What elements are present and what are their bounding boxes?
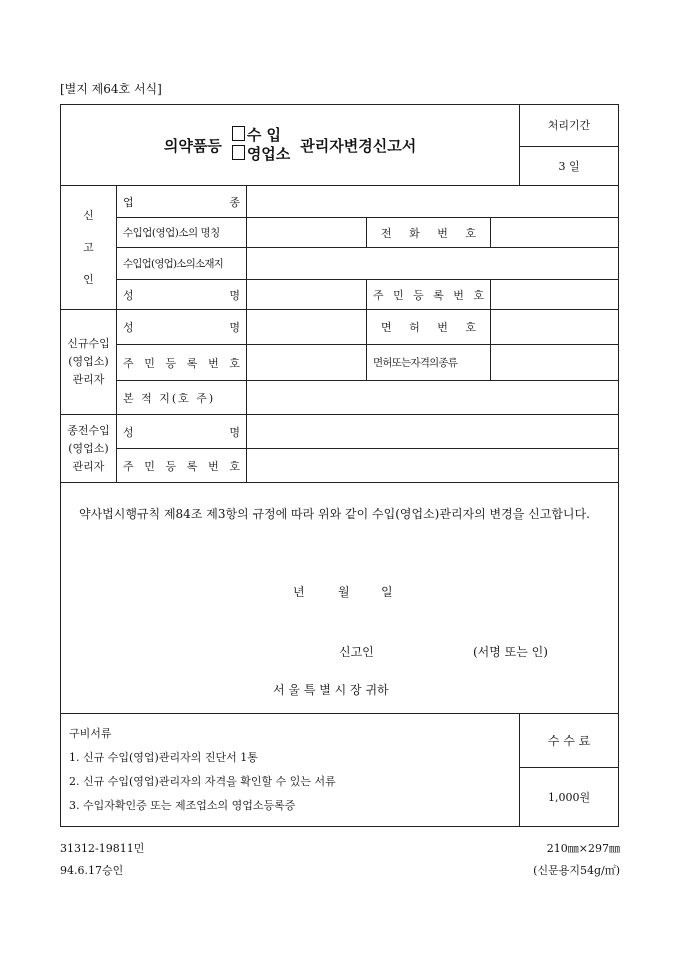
license-no-label: 면 허 번 호 [381,321,476,334]
license-no-field[interactable] [491,310,619,345]
phone-label: 전 화 번 호 [381,226,476,240]
option-office-label: 영업소 [246,145,291,163]
checkbox-icon[interactable] [232,145,245,160]
new-manager-section-label [61,310,117,415]
new-manager-name-field[interactable] [247,310,367,345]
new-manager-label-1: 신규수입 [67,337,110,350]
document-item: 2. 신규 수입(영업)관리자의 자격을 확인할 수 있는 서류 [69,775,336,788]
processing-period-label: 처리기간 [520,105,619,147]
form-number: [별지 제64호 서식] [60,82,162,96]
former-manager-resident-no-field[interactable] [247,449,619,483]
title-suffix: 관리자변경신고서 [300,136,417,155]
processing-period-value: 3 일 [520,146,619,186]
former-manager-name-label: 성 명 [123,425,240,439]
document-item: 3. 수입자확인증 또는 제조업소의 영업소등록증 [69,799,296,812]
paper-size: 210㎜×297㎜ [546,842,620,855]
domicile-field[interactable] [247,381,619,415]
license-type-field[interactable] [491,345,619,381]
applicant-resident-no-field[interactable] [491,280,619,310]
business-name-field[interactable] [247,218,367,248]
form-title [61,105,520,186]
date-day-label: 일 [381,585,393,599]
former-manager-section-label [61,415,117,483]
document-item: 1. 신규 수입(영업)관리자의 진단서 1통 [69,751,258,764]
former-manager-resident-no-label: 주 민 등 록 번 호 [123,459,240,473]
declaration-statement [61,483,619,714]
new-manager-label-3: 관리자 [72,373,105,386]
address-field[interactable] [247,248,619,280]
applicant-resident-no-label: 주 민 등 록 번 호 [373,288,484,302]
required-documents [61,714,520,827]
documents-header: 구비서류 [69,727,112,740]
applicant-section-label [61,186,117,310]
new-manager-label-2: (영업소) [68,355,109,368]
applicant-signature-label: 신고인 [339,645,374,659]
former-manager-label-3: 관리자 [72,459,105,473]
phone-field[interactable] [491,218,619,248]
applicant-label-2: 고 [83,240,94,254]
domicile-label: 본 적 지(호 주) [117,381,247,415]
statement-text: 약사법시행규칙 제84조 제3항의 규정에 따라 위와 같이 수입(영업소)관리자의 변경을 신고합니다. [79,507,590,521]
applicant-label-1: 신 [83,208,94,222]
new-manager-resident-no-label: 주 민 등 록 번 호 [123,356,240,370]
applicant-label-3: 인 [83,272,94,286]
license-type-label: 면허또는자격의종류 [367,345,491,381]
option-office[interactable] [232,145,290,164]
fee-label: 수 수 료 [520,714,619,768]
option-import-label: 수 입 [246,126,282,144]
date-month-label: 월 [338,585,350,599]
approval-date: 94.6.17승인 [60,864,124,877]
option-import[interactable] [232,126,290,145]
business-type-field[interactable] [247,186,619,218]
former-manager-label-2: (영업소) [68,441,109,455]
addressee: 서 울 특 별 시 장 귀하 [273,683,389,697]
new-manager-name-label: 성 명 [123,321,240,334]
paper-type: (신문용지54g/㎡) [533,864,620,877]
checkbox-icon[interactable] [232,126,245,141]
former-manager-label-1: 종전수입 [67,423,110,437]
former-manager-name-field[interactable] [247,415,619,449]
declaration-form [60,104,619,827]
new-manager-resident-no-field[interactable] [247,345,367,381]
form-code: 31312-19811민 [60,842,145,855]
title-prefix: 의약품등 [163,136,222,155]
address-label: 수입업(영업)소의소재지 [117,248,247,280]
fee-value: 1,000원 [520,768,619,827]
applicant-name-field[interactable] [247,280,367,310]
signature-note: (서명 또는 인) [473,645,548,659]
date-year-label: 년 [293,585,305,599]
business-type-label: 업 종 [123,195,240,209]
applicant-name-label: 성 명 [123,288,240,302]
business-name-label: 수입업(영업)소의 명칭 [117,218,247,248]
